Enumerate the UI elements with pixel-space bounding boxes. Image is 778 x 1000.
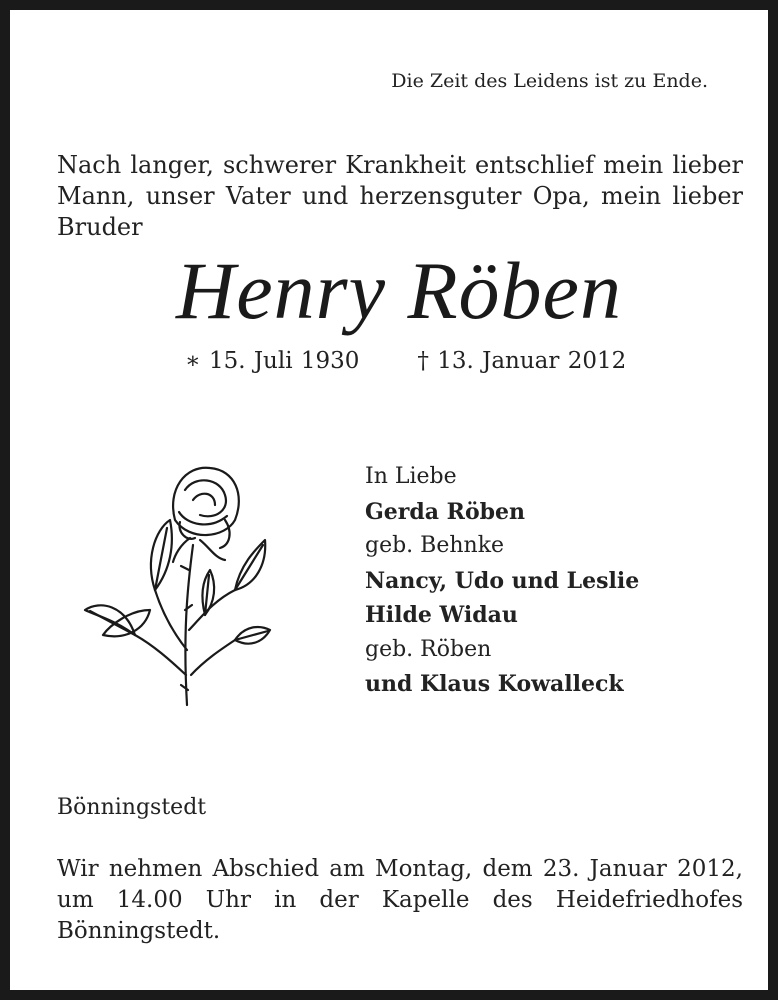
life-dates [185, 348, 626, 374]
mourner-line: und Klaus Kowalleck [365, 671, 624, 697]
intro-text: Nach langer, schwerer Krankheit entschlief mein lieber Mann, unser Vater und herzensguter Opa, mein lieber Bruder [57, 151, 743, 241]
rose-illustration [75, 450, 275, 720]
mourner-line: Gerda Röben [365, 498, 526, 525]
mourner-line: geb. Röben [365, 636, 492, 662]
death-date: † 13. Januar 2012 [417, 348, 627, 374]
mourners [365, 460, 639, 702]
mourner-line: Nancy, Udo und Leslie [365, 567, 640, 594]
birth-date: ∗ 15. Juli 1930 [185, 348, 360, 374]
farewell-text: Wir nehmen Abschied am Montag, dem 23. Januar 2012, um 14.00 Uhr in der Kapelle des Heidefriedhofes Bönningstedt. [57, 856, 743, 944]
motto: Die Zeit des Leidens ist zu Ende. [391, 70, 708, 92]
place: Bönningstedt [57, 795, 207, 820]
mourners-heading: In Liebe [365, 464, 457, 489]
mourner-line: Hilde Widau [365, 602, 518, 628]
deceased-name: Henry Röben [176, 245, 622, 336]
mourner-line: geb. Behnke [365, 533, 505, 558]
